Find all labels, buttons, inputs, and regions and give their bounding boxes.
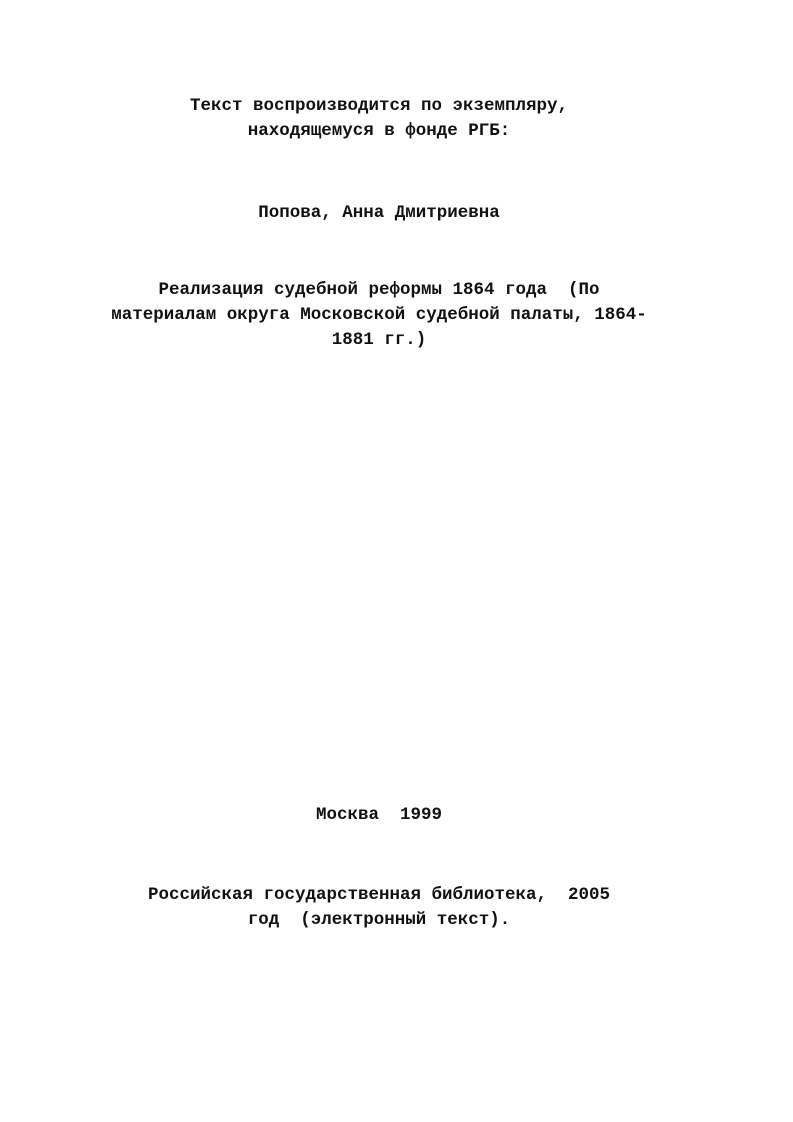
imprint-place-year: Москва 1999 [315, 805, 443, 825]
library-credits-line-1: Российская государственная библиотека, 2005 [147, 885, 611, 905]
document-title [0, 278, 758, 353]
source-notice-line-2: находящемуся в фонде РГБ: [247, 121, 511, 141]
author-name-block [0, 201, 758, 226]
source-notice-line-1: Текст воспроизводится по экземпляру, [189, 96, 569, 116]
document-title-line-2: материалам округа Московской судебной палаты, 1864- [111, 305, 647, 325]
library-credits [0, 883, 758, 933]
author-name: Попова, Анна Дмитриевна [258, 203, 500, 223]
document-title-line-1: Реализация судебной реформы 1864 года (По [158, 280, 600, 300]
library-credits-line-2: год (электронный текст). [247, 910, 511, 930]
imprint-block [0, 803, 758, 828]
source-notice [0, 94, 758, 144]
document-title-line-3: 1881 гг.) [331, 330, 427, 350]
